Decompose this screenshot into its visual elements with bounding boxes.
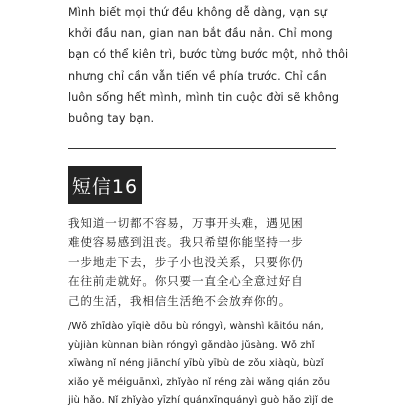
- chinese-line: 我知道一切都不容易，万事开头难，遇见困: [68, 216, 304, 230]
- chinese-line: 己的生活，我相信生活绝不会放弃你的。: [68, 293, 292, 308]
- vietnamese-line: khởi đầu nan, gian nan bắt đầu nản. Chỉ mong: [68, 27, 333, 41]
- chinese-line: 一步地走下去，步子小也没关系，只要你仍: [68, 254, 304, 269]
- vietnamese-line: buông tay bạn.: [68, 112, 155, 126]
- pinyin-line: jiù hǎo. Nǐ zhǐyào yīzhí quánxīnquányì guò hǎo zìjǐ de: [68, 395, 334, 407]
- pinyin-line: yùjiàn kùnnan biàn róngyì gǎndào jǔsàng. Wǒ zhǐ: [68, 339, 315, 351]
- vietnamese-line: nhưng chỉ cần vẫn tiến về phía trước. Chỉ cần: [68, 69, 327, 83]
- pinyin-line: /Wǒ zhīdào yīqiè dōu bù róngyì, wànshì kāitóu nán,: [68, 321, 324, 332]
- chinese-line: 难使容易感到沮丧。我只希望你能坚持一步: [68, 235, 304, 250]
- pinyin-line: xīwàng nǐ néng jiānchí yībù yībù de zǒu xiàqù, bùzǐ: [68, 358, 324, 370]
- vietnamese-paragraph: [68, 2, 352, 129]
- section-divider: [68, 148, 336, 149]
- vietnamese-line: Mình biết mọi thứ đều không dễ dàng, vạn sự: [68, 6, 328, 19]
- chinese-paragraph: [68, 214, 360, 311]
- message-header: 短信16: [68, 166, 142, 204]
- pinyin-paragraph: [68, 318, 364, 411]
- pinyin-line: xiǎo yě méiguānxì, zhǐyào nǐ réng zài wǎng qián zǒu: [68, 376, 331, 388]
- vietnamese-line: luôn sống hết mình, mình tin cuộc đời sẽ không: [68, 90, 340, 104]
- chinese-line: 在往前走就好。你只要一直全心全意过好自: [68, 274, 304, 289]
- vietnamese-line: bạn có thể kiên trì, bước từng bước một, nhỏ thôi: [68, 48, 349, 62]
